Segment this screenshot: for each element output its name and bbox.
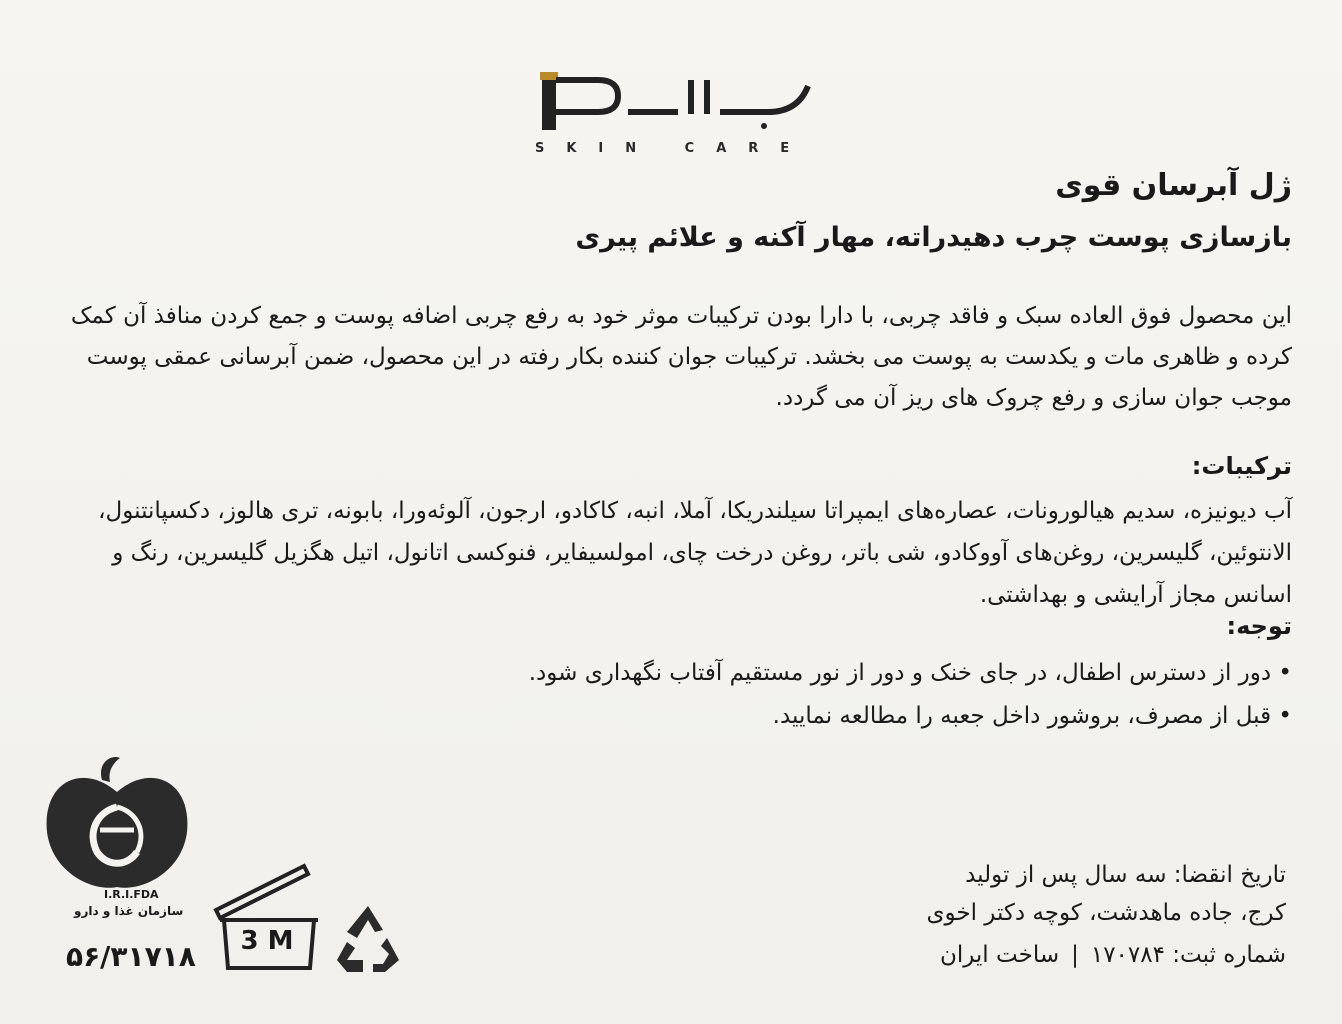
authority-en: I.R.I.FDA	[104, 888, 159, 901]
address-text: کرج، جاده ماهدشت، کوچه دکتر اخوی	[926, 900, 1286, 926]
pao-label: 3 M	[240, 926, 294, 956]
open-jar-icon	[210, 858, 320, 978]
product-subtitle: بازسازی پوست چرب دهیدراته، مهار آکنه و علائم پیری	[575, 222, 1292, 253]
ingredients-heading: ترکیبات:	[1191, 452, 1292, 480]
brand-tagline: SKIN CARE	[535, 141, 812, 156]
registration-line	[940, 942, 1286, 968]
product-description: این محصول فوق العاده سبک و فاقد چربی، با دارا بودن ترکیبات موثر خود به رفع چربی اضافه پوست و جمع کردن منافذ آن کمک کرده و ظاهری مات و یکدست به پوست می بخشد. ترکیبات جوان کننده بکار رفته در این محصول، ضمن آبرسانی عمقی پوست موجب جوان سازی و رفع چروک های ریز آن می گردد.	[70, 303, 1292, 411]
origin-text: ساخت ایران	[939, 942, 1060, 968]
registration-separator: |	[1071, 942, 1079, 968]
license-number: ۵۶/۳۱۷۱۸	[66, 940, 196, 973]
authority-fa: سازمان غذا و دارو	[74, 904, 184, 918]
notes-heading: توجه:	[1226, 612, 1292, 640]
registration-number: شماره ثبت: ۱۷۰۷۸۴	[1090, 942, 1286, 968]
notes-list	[42, 652, 1292, 738]
ingredients-text: آب دیونیزه، سدیم هیالورونات، عصاره‌های ایمپراتا سیلندریکا، آملا، انبه، کاکادو، ارجون، آلوئه‌ورا، بابونه، تری هالوز، دکسپانتنول، الانتوئین، گلیسرین، روغن‌های آووکادو، شی باتر، روغن درخت چای، امولسیفایر، فنوکسی اتانول، اتیل هگزیل گلیسرین، رنگ و اسانس مجاز آرایشی و بهداشتی.	[98, 498, 1292, 608]
recycle-icon	[333, 902, 403, 978]
expiry-text: تاریخ انقضا: سه سال پس از تولید	[965, 862, 1286, 888]
note-item: • قبل از مصرف، بروشور داخل جعبه را مطالعه نمایید.	[42, 695, 1292, 738]
product-title: ژل آبرسان قوی	[1055, 168, 1292, 203]
note-item: • دور از دسترس اطفال، در جای خنک و دور از نور مستقیم آفتاب نگهداری شود.	[42, 652, 1292, 695]
